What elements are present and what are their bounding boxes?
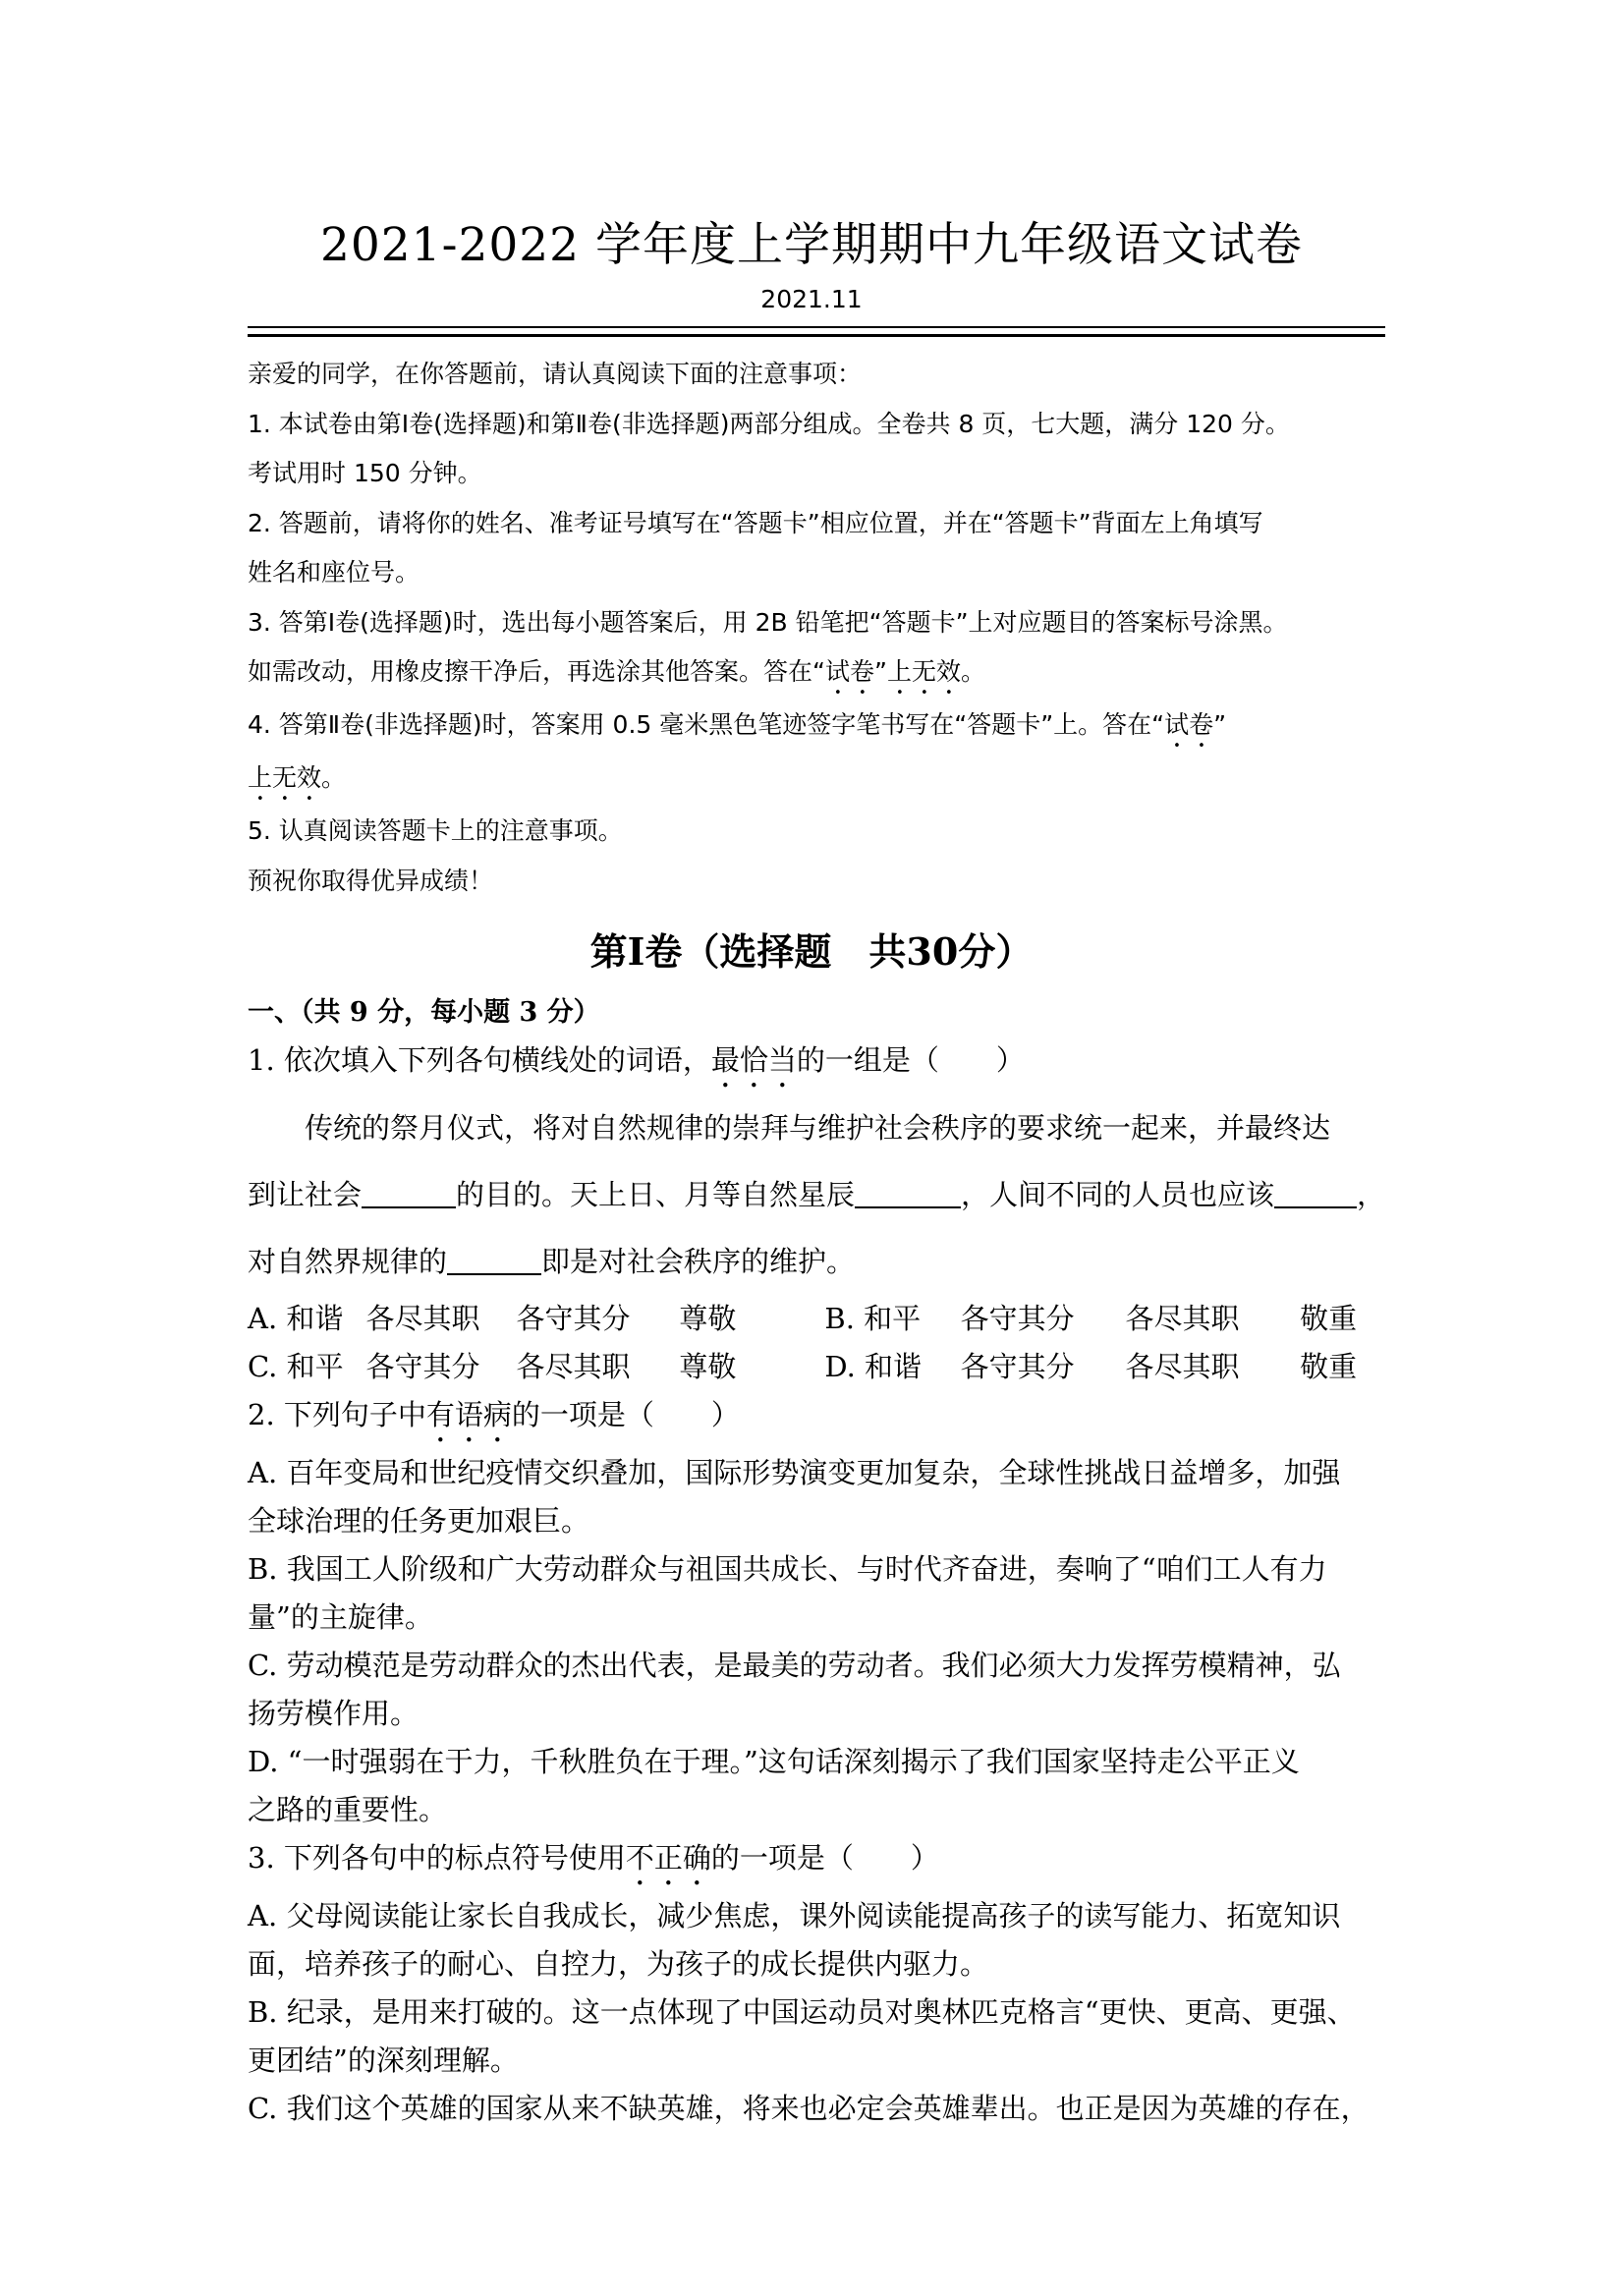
option-b-word-1: B. 和平: [824, 1302, 922, 1335]
emphasis-text: 试卷: [824, 657, 874, 686]
option-b-word-2: 各守其分: [960, 1302, 1075, 1335]
q3-stem-end: 的一项是（ ）: [710, 1841, 939, 1875]
note-3-quote: ”: [873, 657, 887, 686]
part-heading: 一、（共 9 分，每小题 3 分）: [248, 997, 600, 1028]
option-a-word-2: 各尽其职: [365, 1302, 480, 1335]
note-4-quote: ”: [1213, 710, 1227, 739]
q2-stem: [248, 1391, 1387, 1449]
q2-option-c-line-1: C. 劳动模范是劳动群众的杰出代表，是最美的劳动者。我们必须大力发挥劳模精神，弘: [248, 1649, 1341, 1682]
passage-text: ，人间不同的人员也应该: [961, 1178, 1275, 1211]
note-4-end: 。: [321, 763, 347, 792]
note-5: 5. 认真阅读答题卡上的注意事项。: [248, 816, 623, 845]
q1-stem-end: 的一组是（ ）: [796, 1043, 1025, 1077]
exam-title: 2021-2022 学年度上学期期中九年级语文试卷: [319, 218, 1304, 272]
q2-stem-text: 2. 下列句子中: [248, 1398, 426, 1431]
option-c-word-4: 尊敬: [679, 1350, 737, 1383]
note-1-line-1: 1. 本试卷由第Ⅰ卷(选择题)和第Ⅱ卷(非选择题)两部分组成。全卷共 8 页，七大题，满分 120 分。: [248, 409, 1290, 438]
passage-text: 的目的。天上日、月等自然星辰: [456, 1178, 856, 1211]
instructions: [248, 350, 1387, 906]
q3-option-b-line-1: B. 纪录，是用来打破的。这一点体现了中国运动员对奥林匹克格言“更快、更高、更强、: [248, 1995, 1356, 2029]
q1-options-row-2: [248, 1343, 1387, 1391]
passage-line-2: [248, 1161, 1387, 1228]
note-1-line-2: 考试用时 150 分钟。: [248, 459, 482, 487]
instructions-intro: 亲爱的同学，在你答题前，请认真阅读下面的注意事项：: [248, 360, 863, 388]
option-a-word-4: 尊敬: [679, 1302, 737, 1335]
q3-option-c-line-1: C. 我们这个英雄的国家从来不缺英雄，将来也必定会英雄辈出。也正是因为英雄的存在，: [248, 2092, 1370, 2125]
q3-option-a-line-1: A. 父母阅读能让家长自我成长，减少焦虑，课外阅读能提高孩子的读写能力、拓宽知识: [248, 1899, 1341, 1932]
passage-text: 对自然界规律的: [248, 1245, 448, 1278]
emphasis-text: 有语病: [425, 1398, 512, 1431]
note-4-line-2: [248, 754, 1387, 807]
passage-text: 到让社会: [248, 1178, 363, 1211]
questions: [248, 988, 1387, 2133]
answer-blank-2: [855, 1178, 961, 1208]
passage-line-1: 传统的祭月仪式，将对自然规律的崇拜与维护社会秩序的要求统一起来，并最终达: [305, 1111, 1331, 1145]
passage-text: ，: [1357, 1178, 1386, 1211]
exam-date: 2021.11: [760, 285, 863, 313]
option-a-word-1: A. 和谐: [248, 1302, 344, 1335]
q2-option-b-line-1: B. 我国工人阶级和广大劳动群众与祖国共成长、与时代齐奋进，奏响了“咱们工人有力: [248, 1552, 1327, 1586]
option-d-word-3: 各尽其职: [1125, 1350, 1240, 1383]
q3-option-a-line-2: 面，培养孩子的耐心、自控力，为孩子的成长提供内驱力。: [248, 1947, 989, 1981]
answer-blank-3: [1274, 1178, 1357, 1208]
note-3-line-1: 3. 答第Ⅰ卷(选择题)时，选出每小题答案后，用 2B 铅笔把“答题卡”上对应题目的答案标号涂黑。: [248, 607, 1288, 637]
q2-option-a-line-2: 全球治理的任务更加艰巨。: [248, 1504, 590, 1538]
passage-text: 即是对社会秩序的维护。: [541, 1245, 856, 1278]
section-title: 第Ⅰ卷（选择题 共30分）: [589, 929, 1034, 974]
q3-stem-text: 3. 下列各句中的标点符号使用: [248, 1841, 626, 1875]
emphasis-text: 最恰当: [710, 1043, 797, 1077]
q1-stem: [248, 1036, 1387, 1094]
emphasis-text: 上无效: [886, 657, 961, 686]
note-3-end: 。: [960, 657, 985, 686]
emphasis-text: 不正确: [625, 1841, 711, 1875]
q2-option-d-line-1: D. “一时强弱在于力，千秋胜负在于理。”这句话深刻揭示了我们国家坚持走公平正义: [248, 1745, 1300, 1778]
q3-option-b-line-2: 更团结”的深刻理解。: [248, 2044, 519, 2077]
q2-stem-end: 的一项是（ ）: [511, 1398, 740, 1431]
q3-stem: [248, 1834, 1387, 1892]
note-4-text: 4. 答第Ⅱ卷(非选择题)时，答案用 0.5 毫米黑色笔迹签字笔书写在“答题卡”上。答在“: [248, 710, 1165, 739]
q2-option-a-line-1: A. 百年变局和世纪疫情交织叠加，国际形势演变更加复杂，全球性挑战日益增多，加强: [248, 1456, 1341, 1489]
option-c-word-3: 各尽其职: [516, 1350, 631, 1383]
note-2-line-2: 姓名和座位号。: [248, 558, 420, 587]
option-d-word-2: 各守其分: [960, 1350, 1075, 1383]
note-2-line-1: 2. 答题前，请将你的姓名、准考证号填写在“答题卡”相应位置，并在“答题卡”背面左上角填写: [248, 508, 1263, 537]
option-b-word-3: 各尽其职: [1125, 1302, 1240, 1335]
option-d-word-4: 敬重: [1300, 1350, 1358, 1383]
passage-line-3: [248, 1228, 1387, 1295]
answer-blank-1: [362, 1178, 456, 1208]
answer-blank-4: [447, 1245, 541, 1275]
note-4-line-1: [248, 700, 1387, 754]
option-b-word-4: 敬重: [1300, 1302, 1358, 1335]
emphasis-text: 上无效: [248, 763, 322, 792]
option-c-word-1: C. 和平: [248, 1350, 344, 1383]
option-c-word-2: 各守其分: [365, 1350, 480, 1383]
note-3-line-2: [248, 647, 1387, 700]
option-d-word-1: D. 和谐: [824, 1350, 923, 1383]
good-luck-wish: 预祝你取得优异成绩！: [248, 866, 494, 895]
option-a-word-3: 各守其分: [516, 1302, 631, 1335]
q1-options-row-1: [248, 1295, 1387, 1343]
q2-option-d-line-2: 之路的重要性。: [248, 1793, 448, 1826]
q2-option-b-line-2: 量”的主旋律。: [248, 1600, 433, 1634]
q1-stem-text: 1. 依次填入下列各句横线处的词语，: [248, 1043, 711, 1077]
note-3-text: 如需改动，用橡皮擦干净后，再选涂其他答案。答在“: [248, 657, 825, 686]
header-rule-top: [248, 326, 1385, 328]
header-rule-bottom: [248, 334, 1385, 337]
q1-passage: [248, 1094, 1387, 1295]
emphasis-text: 试卷: [1164, 710, 1214, 739]
q2-option-c-line-2: 扬劳模作用。: [248, 1697, 420, 1730]
